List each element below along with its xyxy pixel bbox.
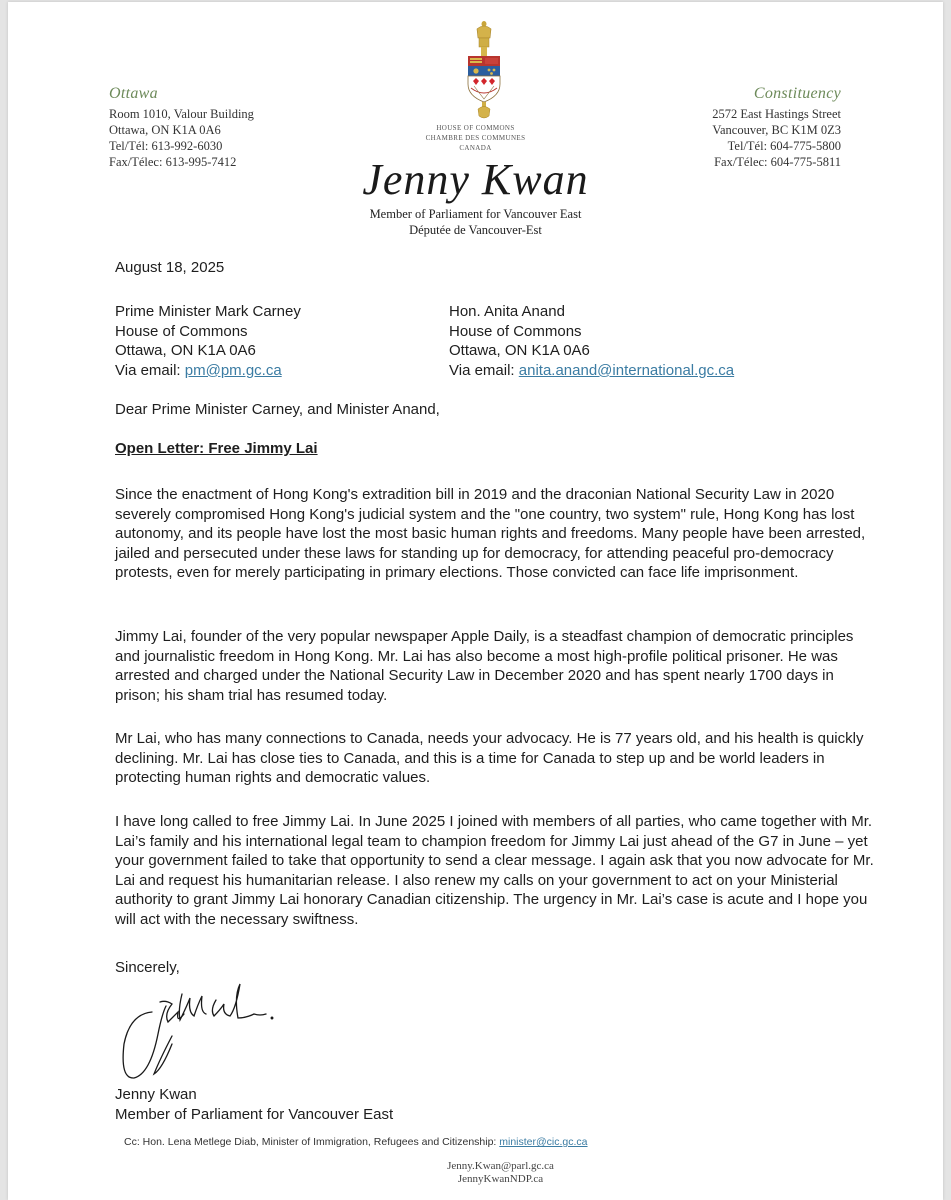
recipient-address-line: House of Commons bbox=[449, 322, 582, 340]
ottawa-office-title: Ottawa bbox=[109, 85, 158, 102]
body-paragraph: I have long called to free Jimmy Lai. In June 2025 I joined with members of all parties, who came together with Mr. Lai’s family and his international legal team to champion freedom for Jimmy Lai just ahead of the G7 in June – yet your government failed to take that opportunity to send a clear message. I again ask that you now advocate for Mr. Lai and request his humanitarian release. I also renew my calls on your government to act on your Ministerial authority to grant Jimmy Lai honorary Canadian citizenship. The urgency in Mr. Lai’s case is acute and I hope you will act with the necessary swiftness. bbox=[115, 813, 874, 928]
signer-name: Jenny Kwan bbox=[115, 1086, 197, 1103]
mp-subtitle-fr: Députée de Vancouver-Est bbox=[409, 223, 542, 237]
constituency-office-address bbox=[712, 84, 841, 170]
constituency-address-line: Vancouver, BC K1M 0Z3 bbox=[712, 123, 841, 137]
footer-email: Jenny.Kwan@parl.gc.ca bbox=[447, 1160, 554, 1172]
minister-email-link[interactable]: anita.anand@international.gc.ca bbox=[518, 361, 735, 379]
recipient-address-line: Ottawa, ON K1A 0A6 bbox=[115, 342, 256, 360]
letter-page bbox=[8, 2, 943, 1200]
handwritten-signature-icon bbox=[120, 974, 310, 1084]
constituency-phone: Tel/Tél: 604-775-5800 bbox=[727, 139, 841, 153]
ottawa-phone: Tel/Tél: 613-992-6030 bbox=[109, 139, 223, 153]
recipient-block-pm bbox=[115, 302, 301, 380]
cc-email-link[interactable]: minister@cic.gc.ca bbox=[499, 1136, 588, 1148]
house-of-commons-crest-icon bbox=[461, 20, 507, 120]
recipient-address-line: Ottawa, ON K1A 0A6 bbox=[449, 342, 590, 360]
signer-title: Member of Parliament for Vancouver East bbox=[115, 1106, 394, 1123]
closing: Sincerely, bbox=[115, 959, 180, 976]
body-paragraph: Mr Lai, who has many connections to Canada, needs your advocacy. He is 77 years old, and his health is quickly declining. Mr. Lai has close ties to Canada, and this is a time for Canada to step up and be world leaders in protecting human rights and democratic values. bbox=[115, 730, 864, 787]
footer-website: JennyKwanNDP.ca bbox=[457, 1173, 544, 1185]
via-email-label: Via email: bbox=[449, 361, 519, 379]
ottawa-fax: Fax/Télec: 613-995-7412 bbox=[109, 155, 237, 169]
cc-line bbox=[124, 1135, 588, 1149]
institution-line-country: CANADA bbox=[459, 144, 492, 152]
letter-footer bbox=[8, 1160, 943, 1186]
ottawa-address-line: Ottawa, ON K1A 0A6 bbox=[109, 123, 221, 137]
cc-label: Cc: Hon. Lena Metlege Diab, Minister of Immigration, Refugees and Citizenship: bbox=[124, 1136, 500, 1148]
body-paragraph: Jimmy Lai, founder of the very popular newspaper Apple Daily, is a steadfast champion of democratic principles and journalistic freedom in Hong Kong. Mr. Lai has also become a most high-profile political prisoner. He was arrested and charged under the National Security Law in December 2020 and has spent nearly 1700 days in prison; his sham trial has resumed today. bbox=[115, 628, 854, 704]
recipient-address-line: House of Commons bbox=[115, 322, 248, 340]
body-paragraph: Since the enactment of Hong Kong's extradition bill in 2019 and the draconian National Security Law in 2020 severely compromised Hong Kong's judicial system and the "one country, two system" rule, Hong Kong has lost autonomy, and its people have lost the most basic human rights and freedoms. Many people have been arrested, jailed and persecuted under these laws for standing up for democracy, for attending peaceful pro-democracy protests, even for merely participating in primary elections. Those convicted can face life imprisonment. bbox=[115, 486, 866, 582]
constituency-address-line: 2572 East Hastings Street bbox=[712, 107, 841, 121]
mp-subtitle bbox=[8, 206, 943, 238]
recipient-email-line bbox=[115, 361, 301, 381]
recipient-block-minister bbox=[449, 302, 734, 380]
via-email-label: Via email: bbox=[115, 361, 185, 379]
constituency-fax: Fax/Télec: 604-775-5811 bbox=[714, 155, 841, 169]
letter-subject: Open Letter: Free Jimmy Lai bbox=[115, 440, 318, 457]
letter-date: August 18, 2025 bbox=[115, 259, 225, 276]
recipient-email-line bbox=[449, 361, 734, 381]
mp-name-heading: Jenny Kwan bbox=[362, 155, 589, 204]
institution-line-en: HOUSE OF COMMONS bbox=[436, 124, 515, 132]
institution-line-fr: CHAMBRE DES COMMUNES bbox=[425, 134, 526, 142]
recipient-name: Prime Minister Mark Carney bbox=[115, 303, 301, 320]
pm-email-link[interactable]: pm@pm.gc.ca bbox=[184, 361, 282, 379]
salutation: Dear Prime Minister Carney, and Minister Anand, bbox=[115, 401, 440, 418]
constituency-office-title: Constituency bbox=[753, 85, 841, 102]
ottawa-address-line: Room 1010, Valour Building bbox=[109, 107, 254, 121]
mp-subtitle-en: Member of Parliament for Vancouver East bbox=[369, 207, 582, 221]
recipient-name: Hon. Anita Anand bbox=[449, 303, 565, 320]
